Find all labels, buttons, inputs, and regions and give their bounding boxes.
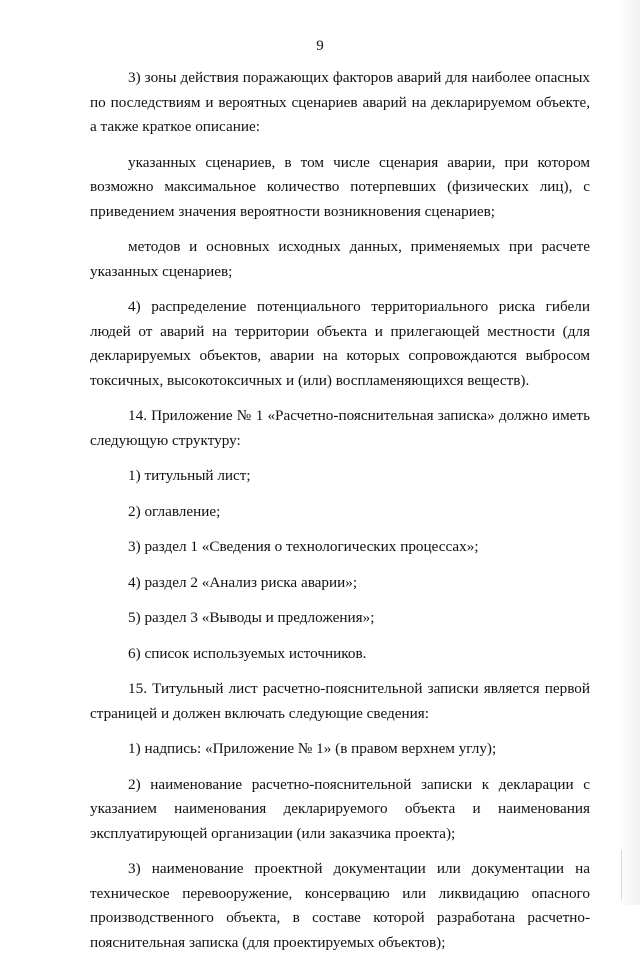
- paragraph-item-3-hazard-zones: 3) зоны действия поражающих факторов аварий для наиболее опасных по последствиям и вероятных сценариев аварий на декларируемом объекте, а также краткое описание:: [90, 69, 590, 135]
- list-item-inscription: 1) надпись: «Приложение № 1» (в правом верхнем углу);: [128, 740, 497, 757]
- paragraph-section-15: 15. Титульный лист расчетно-пояснительной записки является первой страницей и должен включать следующие сведения:: [90, 680, 590, 722]
- list-item-note-name: 2) наименование расчетно-пояснительной записки к декларации с указанием наименования декларируемого объекта и наименования эксплуатирующей организации (или заказчика проекта);: [90, 775, 590, 842]
- list-item-section-1: 3) раздел 1 «Сведения о технологических процессах»;: [128, 538, 479, 555]
- paragraph-item-4-risk-distribution: 4) распределение потенциального территориального риска гибели людей от аварий на территории объекта и прилегающей местности (для декларируемых объектов, аварии на которых сопровождаются выбросом токсичных, высокотоксичных и (или) воспламеняющихся веществ).: [90, 298, 590, 389]
- list-item-project-documentation: 3) наименование проектной документации или документации на техническое перевооружение, консервацию или ликвидацию опасного производственного объекта, в составе которой разработана расчетно-пояснительная записка (для проектируемых объектов);: [90, 860, 590, 951]
- page-number: 9: [316, 38, 324, 54]
- list-item-section-2: 4) раздел 2 «Анализ риска аварии»;: [128, 573, 358, 591]
- scan-edge-shadow: [618, 0, 640, 905]
- scan-edge-line: [621, 850, 622, 900]
- list-item-table-of-contents: 2) оглавление;: [128, 502, 221, 520]
- document-body: [90, 66, 590, 955]
- paragraph-methods-description: методов и основных исходных данных, применяемых при расчете указанных сценариев;: [90, 238, 590, 280]
- list-item-sources: 6) список используемых источников.: [128, 644, 367, 662]
- paragraph-section-14: 14. Приложение № 1 «Расчетно-пояснительная записка» должно иметь следующую структуру:: [90, 407, 590, 449]
- list-item-title-page: 1) титульный лист;: [128, 467, 251, 484]
- paragraph-scenarios-description: указанных сценариев, в том числе сценария аварии, при котором возможно максимальное количество потерпевших (физических лиц), с приведением значения вероятности возникновения сценариев;: [90, 153, 590, 220]
- list-item-section-3: 5) раздел 3 «Выводы и предложения»;: [128, 609, 375, 626]
